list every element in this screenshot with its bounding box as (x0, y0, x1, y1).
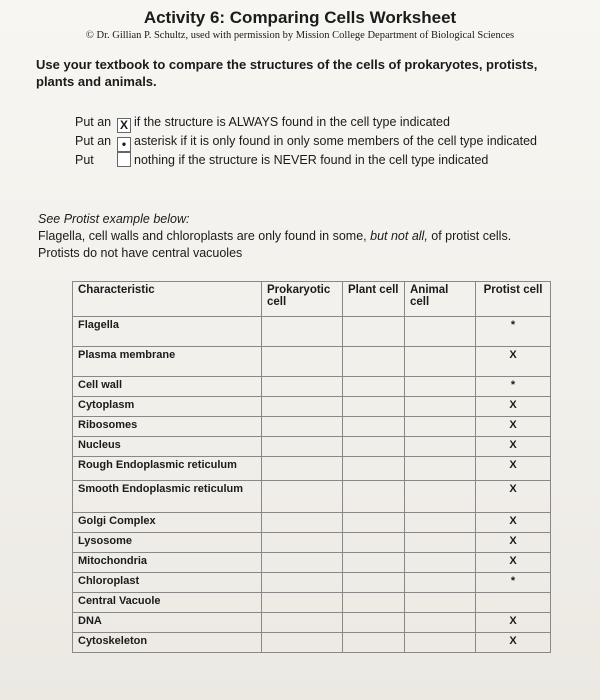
protist-cell[interactable]: X (476, 457, 551, 481)
example-line: Flagella, cell walls and chloroplasts are only found in some, but not all, of protist cells. (38, 229, 512, 243)
animal-cell[interactable] (405, 317, 476, 347)
animal-cell[interactable] (405, 437, 476, 457)
protist-cell[interactable]: X (476, 481, 551, 513)
column-header: Characteristic (73, 282, 262, 317)
plant-cell[interactable] (343, 533, 405, 553)
prokaryotic-cell[interactable] (262, 593, 343, 613)
plant-cell[interactable] (343, 397, 405, 417)
plant-cell[interactable] (343, 317, 405, 347)
prokaryotic-cell[interactable] (262, 347, 343, 377)
animal-cell[interactable] (405, 593, 476, 613)
table-row (73, 513, 551, 533)
row-label: Cytoplasm (73, 397, 262, 417)
protist-example (38, 211, 578, 262)
protist-cell[interactable]: X (476, 347, 551, 377)
table-row (73, 573, 551, 593)
prokaryotic-cell[interactable] (262, 633, 343, 653)
protist-cell[interactable]: * (476, 573, 551, 593)
plant-cell[interactable] (343, 347, 405, 377)
table-header-row (73, 282, 551, 317)
plant-cell[interactable] (343, 593, 405, 613)
animal-cell[interactable] (405, 533, 476, 553)
credit-line: © Dr. Gillian P. Schultz, used with permission by Mission College Department of Biological Sciences (85, 30, 515, 41)
animal-cell[interactable] (405, 481, 476, 513)
protist-cell[interactable] (476, 593, 551, 613)
table-row (73, 347, 551, 377)
prokaryotic-cell[interactable] (262, 553, 343, 573)
prokaryotic-cell[interactable] (262, 437, 343, 457)
instructions: Use your textbook to compare the structures of the cells of prokaryotes, protists, plants and animals. (36, 57, 538, 89)
animal-cell[interactable] (405, 347, 476, 377)
example-line: Protists do not have central vacuoles (38, 246, 243, 260)
legend-row-some (75, 132, 537, 151)
row-label: Lysosome (73, 533, 262, 553)
row-label: Smooth Endoplasmic reticulum (73, 481, 262, 513)
table-row (73, 593, 551, 613)
table-row (73, 553, 551, 573)
animal-cell[interactable] (405, 377, 476, 397)
prokaryotic-cell[interactable] (262, 513, 343, 533)
prokaryotic-cell[interactable] (262, 397, 343, 417)
example-heading: See Protist example below: (38, 212, 190, 226)
prokaryotic-cell[interactable] (262, 533, 343, 553)
row-label: Golgi Complex (73, 513, 262, 533)
animal-cell[interactable] (405, 513, 476, 533)
row-label: Ribosomes (73, 417, 262, 437)
legend-row-always (75, 113, 537, 132)
row-label: Cytoskeleton (73, 633, 262, 653)
protist-cell[interactable]: X (476, 513, 551, 533)
prokaryotic-cell[interactable] (262, 417, 343, 437)
protist-cell[interactable]: X (476, 613, 551, 633)
table-row (73, 633, 551, 653)
protist-cell[interactable]: * (476, 317, 551, 347)
legend-lead: Put an (75, 134, 112, 148)
plant-cell[interactable] (343, 513, 405, 533)
plant-cell[interactable] (343, 437, 405, 457)
column-header: Prokaryotic cell (262, 282, 343, 317)
animal-cell[interactable] (405, 417, 476, 437)
table-row (73, 317, 551, 347)
table-row (73, 437, 551, 457)
protist-cell[interactable]: * (476, 377, 551, 397)
comparison-table (72, 281, 551, 653)
prokaryotic-cell[interactable] (262, 457, 343, 481)
row-label: Rough Endoplasmic reticulum (73, 457, 262, 481)
plant-cell[interactable] (343, 633, 405, 653)
column-header: Protist cell (476, 282, 551, 317)
plant-cell[interactable] (343, 553, 405, 573)
protist-cell[interactable]: X (476, 437, 551, 457)
worksheet-title: Activity 6: Comparing Cells Worksheet (143, 8, 457, 27)
prokaryotic-cell[interactable] (262, 613, 343, 633)
protist-cell[interactable]: X (476, 533, 551, 553)
column-header: Plant cell (343, 282, 405, 317)
table-row (73, 457, 551, 481)
legend-lead: Put (75, 153, 94, 167)
row-label: Plasma membrane (73, 347, 262, 377)
legend (75, 113, 537, 170)
x-mark-box: X (117, 118, 131, 133)
animal-cell[interactable] (405, 457, 476, 481)
protist-cell[interactable]: X (476, 633, 551, 653)
plant-cell[interactable] (343, 481, 405, 513)
protist-cell[interactable]: X (476, 553, 551, 573)
table-row (73, 613, 551, 633)
plant-cell[interactable] (343, 457, 405, 481)
legend-text: nothing if the structure is NEVER found in the cell type indicated (134, 153, 489, 167)
row-label: Nucleus (73, 437, 262, 457)
legend-text: asterisk if it is only found in only some members of the cell type indicated (134, 134, 537, 148)
legend-row-never (75, 151, 537, 170)
protist-cell[interactable]: X (476, 417, 551, 437)
table-row (73, 481, 551, 513)
prokaryotic-cell[interactable] (262, 377, 343, 397)
row-label: Cell wall (73, 377, 262, 397)
table-row (73, 417, 551, 437)
table-row (73, 377, 551, 397)
row-label: Chloroplast (73, 573, 262, 593)
table-row (73, 397, 551, 417)
row-label: DNA (73, 613, 262, 633)
prokaryotic-cell[interactable] (262, 317, 343, 347)
row-label: Central Vacuole (73, 593, 262, 613)
empty-box (117, 152, 131, 167)
asterisk-box: • (117, 137, 131, 152)
protist-cell[interactable]: X (476, 397, 551, 417)
row-label: Flagella (73, 317, 262, 347)
animal-cell[interactable] (405, 573, 476, 593)
animal-cell[interactable] (405, 553, 476, 573)
row-label: Mitochondria (73, 553, 262, 573)
table-row (73, 533, 551, 553)
prokaryotic-cell[interactable] (262, 573, 343, 593)
animal-cell[interactable] (405, 397, 476, 417)
prokaryotic-cell[interactable] (262, 481, 343, 513)
legend-text: if the structure is ALWAYS found in the cell type indicated (134, 115, 450, 129)
plant-cell[interactable] (343, 613, 405, 633)
animal-cell[interactable] (405, 613, 476, 633)
plant-cell[interactable] (343, 573, 405, 593)
legend-lead: Put an (75, 115, 112, 129)
plant-cell[interactable] (343, 377, 405, 397)
animal-cell[interactable] (405, 633, 476, 653)
plant-cell[interactable] (343, 417, 405, 437)
column-header: Animal cell (405, 282, 476, 317)
